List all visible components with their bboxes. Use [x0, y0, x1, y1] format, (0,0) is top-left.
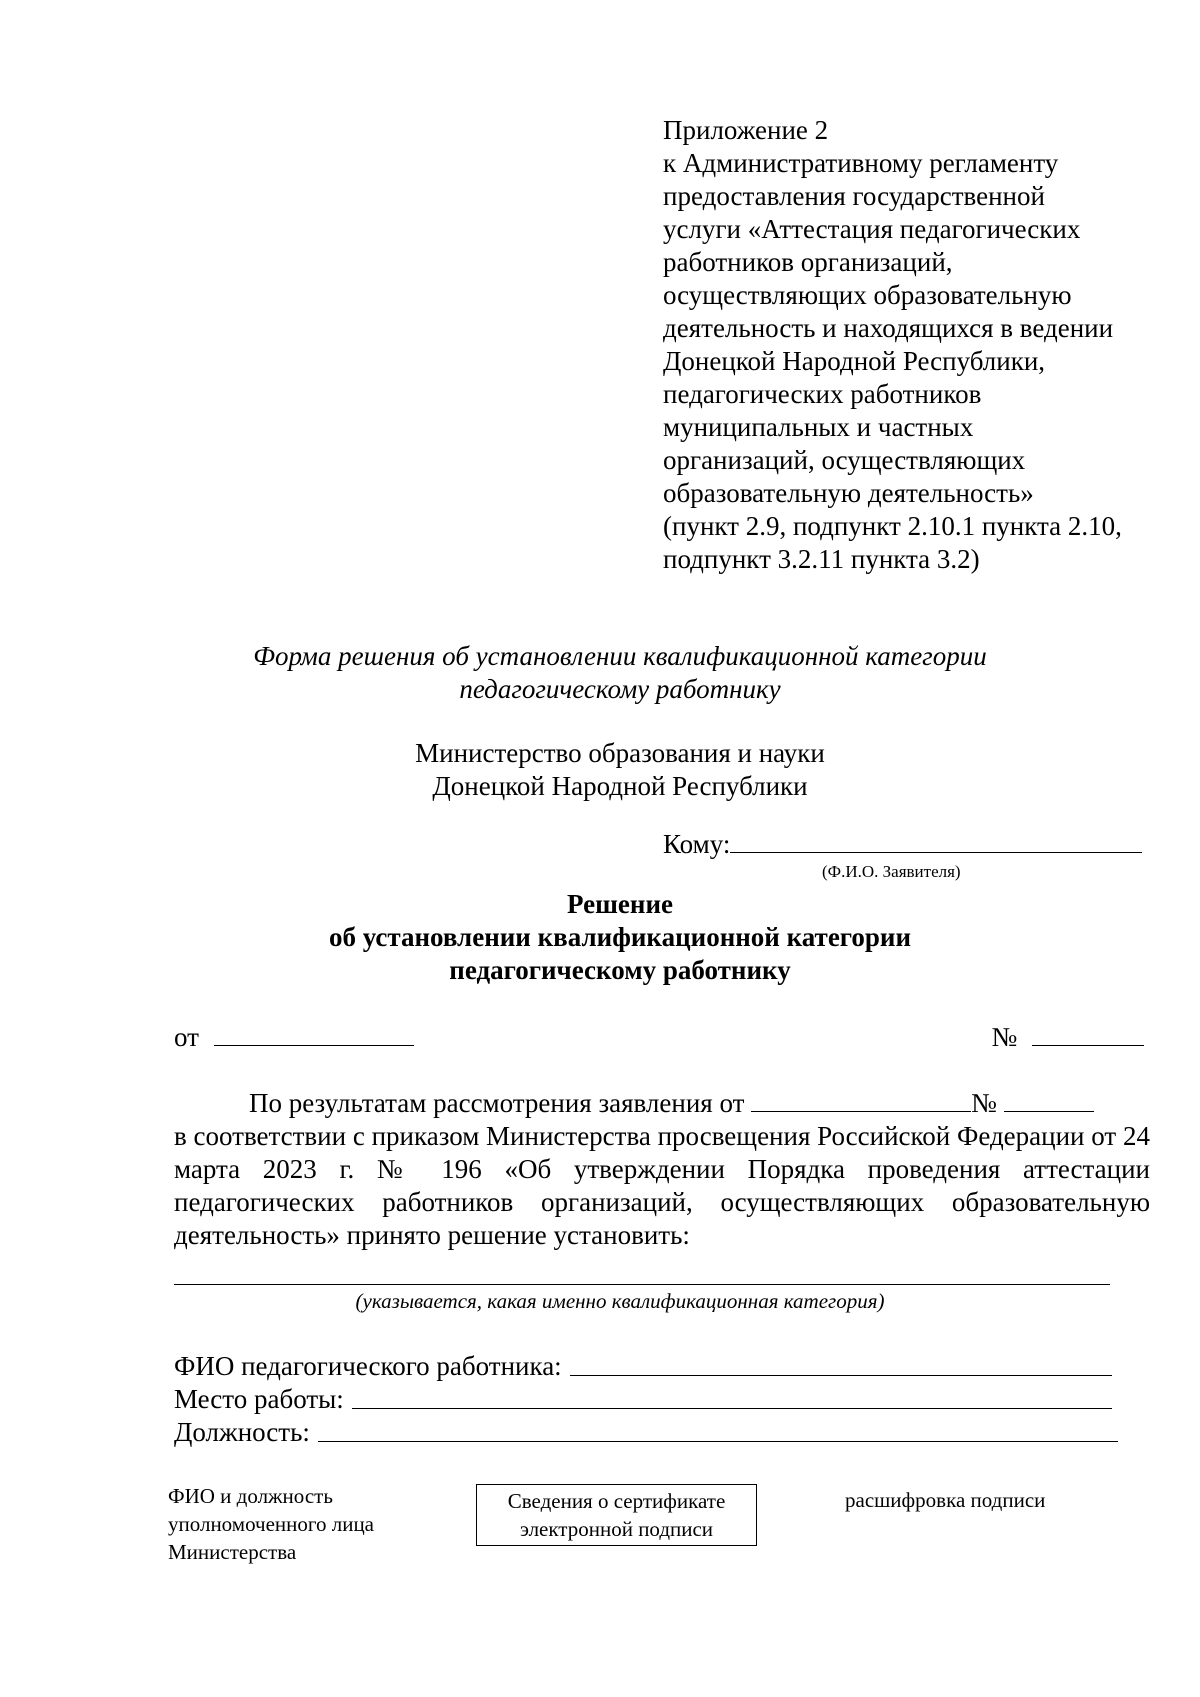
appendix-line: (пункт 2.9, подпункт 2.10.1 пункта 2.10, [663, 511, 1122, 541]
appendix-line: педагогических работников [663, 379, 982, 409]
teacher-name-label: ФИО педагогического работника: [174, 1351, 562, 1381]
decision-line: Решение [567, 889, 673, 919]
signature-decoding: расшифровка подписи [845, 1488, 1046, 1512]
recipient-label: Кому: [663, 829, 731, 859]
body-text [174, 1087, 1150, 1252]
number-blank[interactable] [1032, 1021, 1144, 1046]
form-title-line: Форма решения об установлении квалификационной категории [253, 641, 987, 671]
date-label: от [174, 1022, 199, 1052]
date-row [174, 1021, 414, 1054]
position-field [174, 1416, 1118, 1449]
category-blank[interactable] [174, 1284, 1110, 1285]
signatory-info [168, 1482, 428, 1566]
decision-heading [160, 888, 1080, 987]
ministry-name [160, 737, 1080, 803]
appendix-line: работников организаций, [663, 247, 953, 277]
application-date-blank[interactable] [751, 1087, 971, 1112]
e-signature-certificate-box [476, 1484, 757, 1546]
certificate-line: Сведения о сертификате [507, 1489, 726, 1513]
form-title-line: педагогическому работнику [459, 674, 781, 704]
signatory-line: ФИО и должность [168, 1484, 333, 1508]
appendix-line: деятельность и находящихся в ведении [663, 313, 1114, 343]
appendix-line: подпункт 3.2.11 пункта 3.2) [663, 544, 980, 574]
recipient-hint: (Ф.И.О. Заявителя) [822, 862, 961, 881]
recipient-row [663, 828, 1142, 861]
body-paragraph: в соответствии с приказом Министерства просвещения Российской Федерации от 24 марта 2023 г. № 196 «Об утверждении Порядка проведения аттестации педагогических работников организаций, осуществляющих образовательную деятельность» принято решение установить: [174, 1121, 1150, 1250]
appendix-line: муниципальных и частных [663, 412, 974, 442]
application-number-label: № [971, 1088, 997, 1118]
appendix-line: к Административному регламенту [663, 148, 1059, 178]
teacher-name-blank[interactable] [570, 1350, 1112, 1376]
ministry-line: Донецкой Народной Республики [432, 771, 808, 801]
number-label: № [991, 1022, 1018, 1052]
recipient-blank[interactable] [730, 828, 1142, 853]
workplace-label: Место работы: [174, 1384, 344, 1414]
appendix-line: Донецкой Народной Республики, [663, 346, 1046, 376]
position-blank[interactable] [318, 1416, 1118, 1442]
certificate-line: электронной подписи [519, 1517, 714, 1541]
application-date-label: По результатам рассмотрения заявления от [249, 1088, 745, 1118]
application-number-blank[interactable] [1004, 1087, 1094, 1112]
date-blank[interactable] [214, 1021, 414, 1046]
signatory-line: Министерства [168, 1540, 297, 1564]
signatory-line: уполномоченного лица [168, 1512, 375, 1536]
decision-line: педагогическому работнику [449, 955, 791, 985]
appendix-line: осуществляющих образовательную [663, 280, 1072, 310]
ministry-line: Министерство образования и науки [415, 738, 825, 768]
appendix-line: организаций, осуществляющих [663, 445, 1026, 475]
teacher-name-field [174, 1350, 1118, 1383]
category-hint: (указывается, какая именно квалификационная категория) [355, 1289, 885, 1313]
workplace-blank[interactable] [352, 1383, 1112, 1409]
form-title [160, 640, 1080, 706]
workplace-field [174, 1383, 1118, 1416]
appendix-header [663, 114, 1183, 576]
decision-line: об установлении квалификационной категории [328, 922, 912, 952]
position-label: Должность: [174, 1417, 310, 1447]
appendix-line: образовательную деятельность» [663, 478, 1034, 508]
number-row [991, 1021, 1144, 1054]
body-first-line [174, 1087, 1150, 1120]
appendix-line: предоставления государственной [663, 181, 1045, 211]
appendix-line: услуги «Аттестация педагогических [663, 214, 1081, 244]
appendix-line: Приложение 2 [663, 115, 829, 145]
